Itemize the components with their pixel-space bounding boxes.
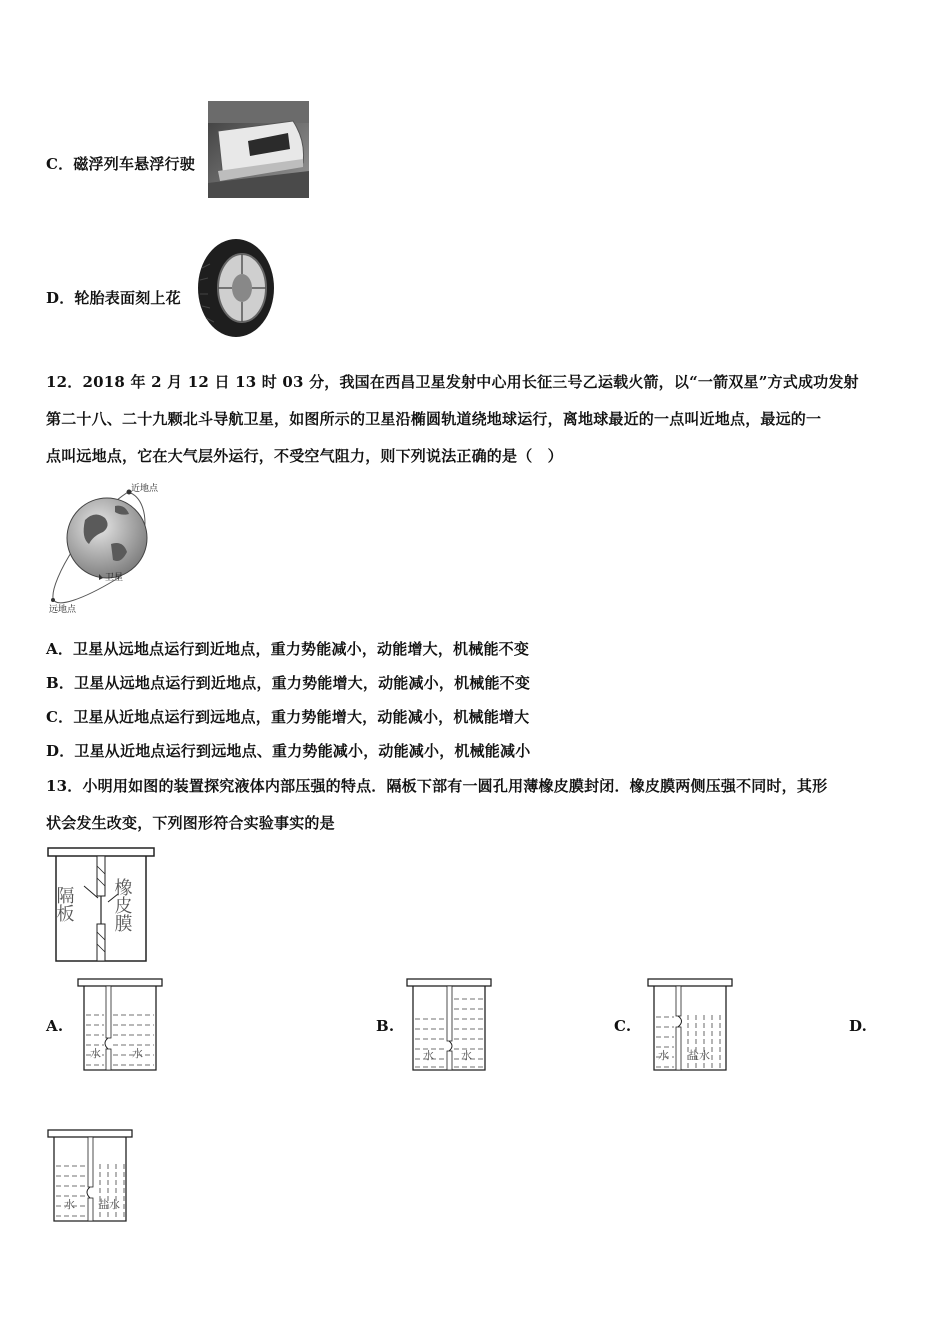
- q11-option-d: D．轮胎表面刻上花: [46, 289, 181, 307]
- beaker-b-left-water: 水: [423, 1049, 434, 1062]
- maglev-train-photo: [208, 101, 309, 198]
- earth: [67, 498, 147, 578]
- apogee-label: 远地点: [49, 605, 77, 615]
- q13-option-b-label: B.: [376, 1017, 395, 1035]
- q12-option-a: A．卫星从远地点运行到近地点，重力势能减小，动能增大，机械能不变: [46, 640, 530, 658]
- beaker-option-c: [646, 977, 734, 1073]
- beaker-a-left-water: 水: [90, 1047, 101, 1060]
- device-right-label: 橡皮膜: [111, 878, 133, 932]
- beaker-option-d: [46, 1128, 134, 1224]
- partition-device-figure: [46, 846, 156, 964]
- q12-stem-line3: 点叫远地点，它在大气层外运行，不受空气阻力，则下列说法正确的是（ ）: [46, 447, 563, 465]
- beaker-d-right-salt-water: 盐水: [98, 1198, 120, 1211]
- beaker-b-right-water: 水: [461, 1049, 472, 1062]
- beaker-c-left-water: 水: [658, 1049, 669, 1062]
- q12-option-c: C．卫星从近地点运行到远地点，重力势能增大，动能减小，机械能增大: [46, 708, 530, 726]
- q12-option-b: B．卫星从远地点运行到近地点，重力势能增大，动能减小，机械能不变: [46, 674, 531, 692]
- q13-stem-line2: 状会发生改变，下列图形符合实验事实的是: [46, 814, 335, 832]
- device-left-label: 隔板: [53, 886, 75, 922]
- q12-stem-line2: 第二十八、二十九颗北斗导航卫星，如图所示的卫星沿椭圆轨道绕地球运行，离地球最近的一点叫近地点，最远的一: [46, 410, 822, 428]
- q13-option-a-label: A.: [46, 1017, 64, 1035]
- satellite-orbit-figure: [45, 480, 175, 615]
- q13-option-d-label: D.: [849, 1017, 868, 1035]
- beaker-c-right-salt-water: 盐水: [688, 1049, 710, 1062]
- perigee-label: 近地点: [131, 484, 159, 494]
- beaker-a-right-water: 水: [132, 1047, 143, 1060]
- q12-option-d: D．卫星从近地点运行到远地点、重力势能减小，动能减小，机械能减小: [46, 742, 531, 760]
- q13-stem-line1: 13．小明用如图的装置探究液体内部压强的特点．隔板下部有一圆孔用薄橡皮膜封闭．橡皮膜两侧压强不同时，其形: [46, 777, 828, 795]
- q12-stem-line1: 12．2018 年 2 月 12 日 13 时 03 分，我国在西昌卫星发射中心用长征三号乙运载火箭，以“一箭双星”方式成功发射: [46, 373, 859, 391]
- q13-option-c-label: C.: [614, 1017, 632, 1035]
- satellite-label: 卫星: [105, 573, 124, 583]
- beaker-option-a: [76, 977, 164, 1073]
- beaker-option-b: [405, 977, 493, 1073]
- tire-photo: [196, 238, 276, 339]
- beaker-d-left-water: 水: [64, 1198, 75, 1211]
- q11-option-c: C．磁浮列车悬浮行驶: [46, 155, 195, 173]
